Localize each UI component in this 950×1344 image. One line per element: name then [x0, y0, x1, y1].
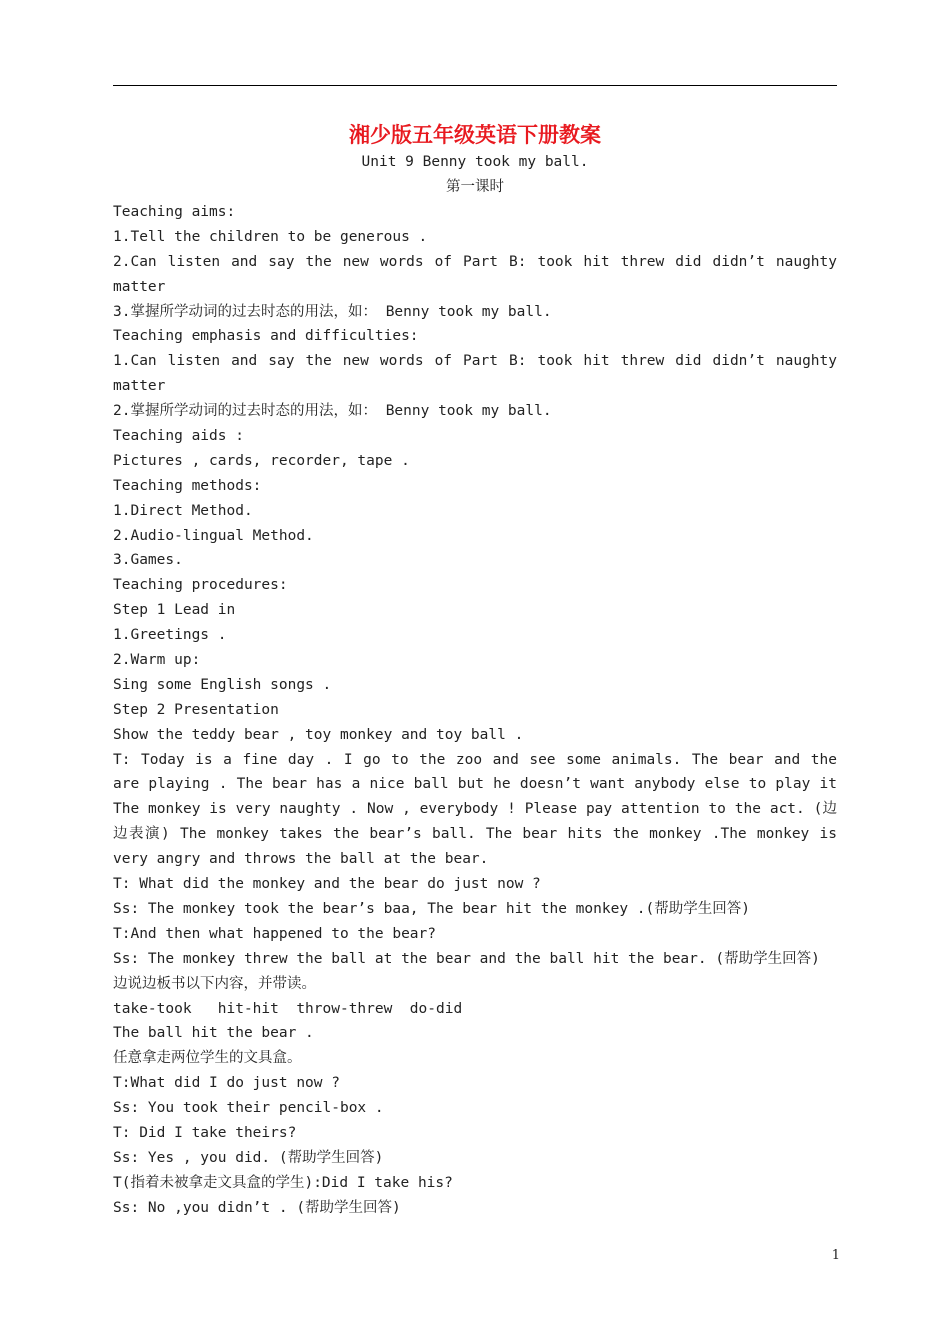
lesson-heading: 第一课时: [446, 179, 504, 195]
text-line: 3.Games.: [113, 552, 183, 569]
text-line: Ss: The monkey took the bear’s baa, The bear hit the monkey .(帮助学生回答): [113, 900, 750, 917]
text-line: Teaching aids :: [113, 428, 244, 445]
lesson-plan-body: [113, 200, 837, 1221]
text-line: 2.掌握所学动词的过去时态的用法，如： Benny took my ball.: [113, 403, 552, 420]
text-line: T:What did I do just now ?: [113, 1075, 340, 1092]
text-line: T: What did the monkey and the bear do just now ?: [113, 876, 541, 893]
text-line: Step 1 Lead in: [113, 602, 236, 619]
text-line: T(指着未被拿走文具盒的学生):Did I take his?: [113, 1174, 453, 1191]
text-line: 1.Greetings .: [113, 627, 227, 644]
text-line: Teaching emphasis and difficulties:: [113, 328, 419, 345]
text-line: Show the teddy bear , toy monkey and toy ball .: [113, 726, 524, 743]
text-line: 任意拿走两位学生的文具盒。: [113, 1050, 302, 1067]
text-line: 2.Can listen and say the new words of Part B: took hit threw did didn’t naughty: [113, 253, 837, 270]
text-line: T: Today is a fine day . I go to the zoo and see some animals. The bear and the: [113, 751, 837, 768]
text-line: take-took hit-hit throw-threw do-did: [113, 1000, 463, 1017]
header-rule: [113, 85, 837, 86]
text-line: 2.Warm up:: [113, 652, 201, 669]
text-line: Ss: You took their pencil-box .: [113, 1100, 384, 1117]
text-line: 边表演) The monkey takes the bear’s ball. The bear hits the monkey .The monkey is: [113, 826, 837, 843]
text-line: Ss: Yes , you did. (帮助学生回答): [113, 1149, 384, 1166]
text-line: Ss: The monkey threw the ball at the bear and the ball hit the bear. (帮助学生回答): [113, 950, 820, 967]
text-line: 边说边板书以下内容，并带读。: [113, 975, 316, 992]
text-line: Pictures , cards, recorder, tape .: [113, 452, 410, 469]
text-line: Sing some English songs .: [113, 676, 332, 693]
text-line: matter: [113, 278, 166, 295]
document-title: 湘少版五年级英语下册教案: [349, 122, 601, 147]
unit-heading: Unit 9 Benny took my ball.: [361, 154, 589, 170]
text-line: 1.Can listen and say the new words of Part B: took hit threw did didn’t naughty: [113, 353, 837, 370]
text-line: Teaching methods:: [113, 477, 262, 494]
text-line: Teaching procedures:: [113, 577, 288, 594]
text-line: 2.Audio-lingual Method.: [113, 527, 314, 544]
text-line: Ss: No ,you didn’t . (帮助学生回答): [113, 1199, 401, 1216]
text-line: very angry and throws the ball at the bear.: [113, 851, 489, 868]
text-line: Step 2 Presentation: [113, 701, 279, 718]
text-line: Teaching aims:: [113, 204, 236, 220]
page-number: 1: [831, 1248, 840, 1263]
text-line: The ball hit the bear .: [113, 1025, 314, 1042]
text-line: T:And then what happened to the bear?: [113, 925, 437, 942]
text-line: The monkey is very naughty . Now , everybody ! Please pay attention to the act. (边: [113, 801, 837, 818]
text-line: T: Did I take theirs?: [113, 1124, 297, 1141]
text-line: are playing . The bear has a nice ball but he doesn’t want anybody else to play it: [113, 776, 837, 793]
text-line: matter: [113, 378, 166, 395]
text-line: 1.Tell the children to be generous .: [113, 228, 428, 245]
text-line: 3.掌握所学动词的过去时态的用法，如： Benny took my ball.: [113, 303, 552, 320]
text-line: 1.Direct Method.: [113, 502, 253, 519]
